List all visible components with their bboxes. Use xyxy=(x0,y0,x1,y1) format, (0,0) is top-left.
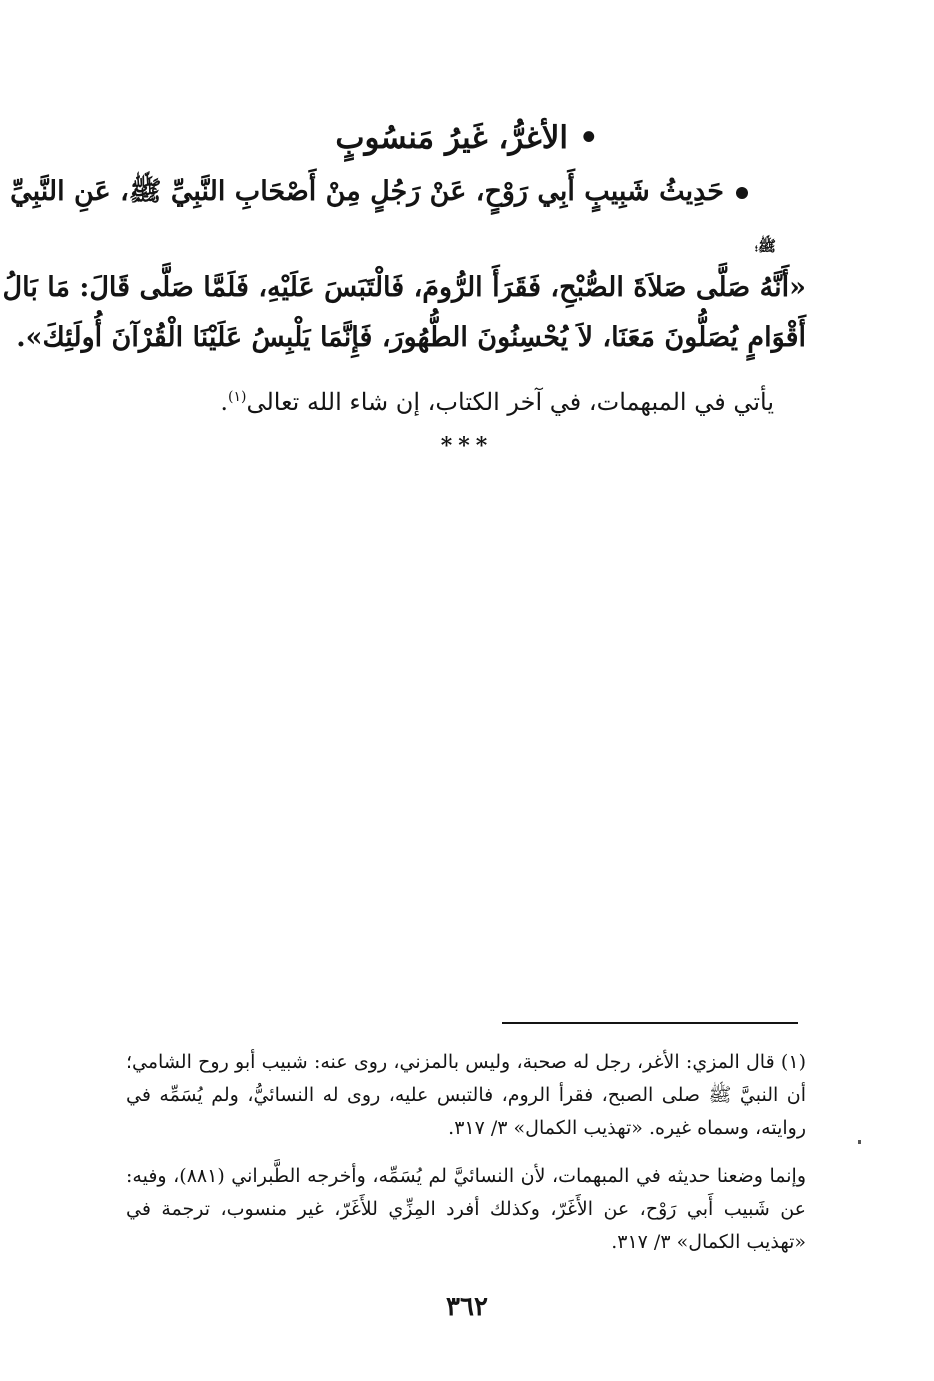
footnote-1: (١) قال المزي: الأغر، رجل له صحبة، وليس بالمزني، روى عنه: شبيب أبو روح الشامي؛ أن النبيَّ ﷺ صلى الصبح، فقرأ الروم، فالتبس عليه، روى له النسائيُّ، ولم يُسَمِّه في روايته، وسماه غيره. «تهذيب الكمال» ٣/ ٣١٧. xyxy=(126,1051,806,1139)
footnote-divider xyxy=(502,1022,798,1024)
section-separator: *** xyxy=(440,433,494,459)
footnote-2: وإنما وضعنا حديثه في المبهمات، لأن النسائيَّ لم يُسَمِّه، وأخرجه الطَّبراني (٨٨١)، وفيه: عن شَبيب أَبي رَوْح، عن الأَغَرّ، وكذلك أفرد المِزِّي للأَغَرّ، غير منسوب، ترجمة في «تهذيب الكمال» ٣/ ٣١٧. xyxy=(126,1165,807,1253)
section-heading xyxy=(0,116,934,160)
bullet-dot-icon xyxy=(736,187,748,199)
hadith-text-line-1: «أَنَّهُ صَلَّى صَلاَةَ الصُّبْحِ، فَقَرَأَ الرُّومَ، فَالْتَبَسَ عَلَيْهِ، فَلَمَّا صَلَّى قَالَ: مَا بَالُ xyxy=(2,272,806,303)
note-end: . xyxy=(220,388,228,416)
hadith-intro-line xyxy=(10,172,748,212)
hadith-intro-text: حَدِيثُ شَبِيبٍ أَبِي رَوْحٍ، عَنْ رَجُلٍ مِنْ أَصْحَابِ النَّبِيِّ ﷺ، عَنِ النَّبِيِّ xyxy=(10,176,724,207)
heading-text: الأغرُّ، غَيرُ مَنسُوبٍ xyxy=(335,120,569,156)
footnote-ref[interactable]: (١) xyxy=(228,389,247,405)
hadith-text-line-2: أَقْوَامٍ يُصَلُّونَ مَعَنَا، لاَ يُحْسِنُونَ الطُّهُورَ، فَإِنَّمَا يَلْبِسُ عَلَيْنَا الْقُرْآنَ أُولَئِكَ». xyxy=(16,322,806,353)
heading-bullet: • xyxy=(578,120,599,156)
salutation-mark: ﷺ؛ xyxy=(754,237,776,255)
page-number: ٣٦٢ xyxy=(446,1292,488,1322)
scan-speck xyxy=(858,1140,861,1144)
note-text: يأتي في المبهمات، في آخر الكتاب، إن شاء الله تعالى xyxy=(246,388,774,416)
cross-reference-note xyxy=(220,378,774,421)
